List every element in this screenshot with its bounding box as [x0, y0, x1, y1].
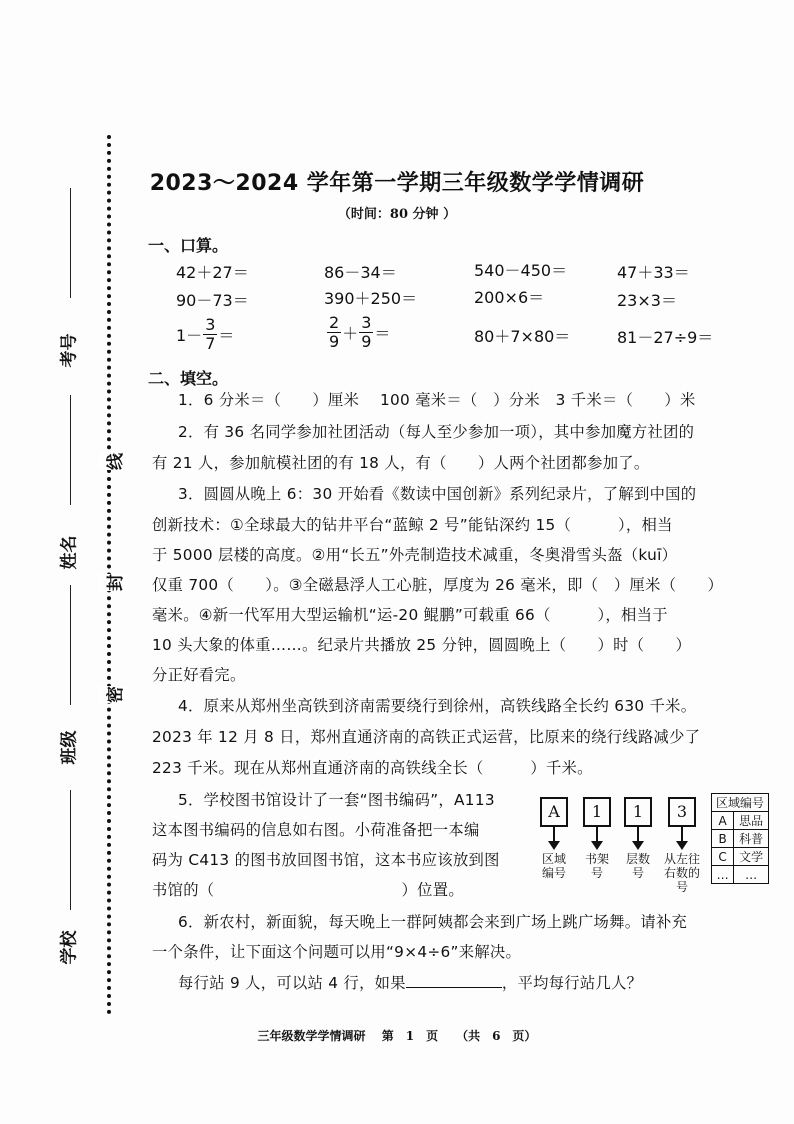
question-6-condition: [178, 971, 642, 993]
calc-item: 200×6＝: [474, 288, 545, 307]
calc-item: 90－73＝: [176, 291, 249, 310]
arrow-down-icon: [632, 841, 644, 850]
numerator: 3: [205, 315, 216, 334]
region-code-table: [711, 793, 769, 884]
code-label-shelf: 书架号: [584, 852, 609, 880]
plus-sign: ＋: [342, 324, 359, 343]
table-header-row: [712, 794, 769, 812]
question-6-text-a: 每行站 9 人，可以站 4 行，如果: [178, 974, 406, 992]
code-box-region: A: [540, 797, 568, 827]
arrow-down-icon: [676, 841, 688, 850]
section2-heading: 二、填空。: [148, 369, 229, 388]
code-box-position: 3: [668, 797, 696, 827]
question-3-line: 创新技术：①全球最大的钻井平台“蓝鲸 2 号”能钻深约 15（ ），相当: [152, 516, 673, 534]
table-cell: C: [712, 848, 734, 866]
code-label-layer: 层数号: [625, 852, 650, 880]
table-cell: 思品: [734, 812, 769, 830]
calc-fraction-item-a: [176, 316, 234, 353]
table-header: 区域编号: [712, 794, 769, 812]
equals-sign: ＝: [374, 324, 391, 343]
page-footer: 三年级数学学情调研 第 1 页 （共 6 页）: [257, 1029, 537, 1043]
calc-item: 390＋250＝: [324, 289, 418, 308]
fraction-prefix: 1－: [176, 326, 203, 345]
class-label: 班级: [59, 730, 80, 765]
exam-time: （时间：80 分钟 ）: [337, 207, 457, 222]
code-label-region: 区域编号: [541, 852, 566, 880]
numerator: 2: [329, 313, 340, 332]
question-6-line: 一个条件，让下面这个问题可以用“9×4÷6”来解决。: [152, 943, 522, 961]
answer-blank[interactable]: [406, 973, 502, 988]
table-cell: …: [734, 866, 769, 884]
school-label: 学校: [59, 930, 80, 965]
arrow-down-icon: [591, 841, 603, 850]
calc-item: 23×3＝: [617, 291, 677, 310]
arrow-down-icon: [548, 841, 560, 850]
question-5-line: 码为 C413 的图书放回图书馆，这本书应该放到图: [152, 851, 500, 869]
page-title: 2023～2024 学年第一学期三年级数学学情调研: [149, 171, 645, 196]
table-cell: 科普: [734, 830, 769, 848]
seal-secret-char: 密: [99, 686, 128, 703]
section1-heading: 一、口算。: [148, 236, 229, 255]
calc-item: 540－450＝: [474, 261, 568, 280]
question-3-line: 分正好看完。: [152, 666, 246, 684]
calc-item: 42＋27＝: [176, 263, 249, 282]
table-cell: …: [712, 866, 734, 884]
seal-line-char: 线: [99, 453, 128, 470]
table-cell: A: [712, 812, 734, 830]
exam-no-label: 考号: [59, 333, 80, 368]
question-3-line: 毫米。④新一代军用大型运输机“运-20 鲲鹏”可载重 66（ ），相当于: [152, 606, 668, 624]
code-box-layer: 1: [624, 797, 652, 827]
denominator: 7: [205, 334, 216, 353]
table-row: [712, 866, 769, 884]
code-box-shelf: 1: [583, 797, 611, 827]
calc-item: 47＋33＝: [617, 263, 690, 282]
numerator: 3: [361, 313, 372, 332]
question-3-line: 10 头大象的体重……。纪录片共播放 25 分钟，圆圆晚上（ ）时（ ）: [152, 636, 692, 654]
question-4-line: 2023 年 12 月 8 日，郑州直通济南的高铁正式运营，比原来的绕行线路减少了: [152, 728, 701, 746]
fraction: [203, 316, 217, 353]
calc-item: 80＋7×80＝: [474, 327, 571, 346]
question-1: 1．6 分米＝（ ）厘米 100 毫米＝（ ）分米 3 千米＝（ ）米: [178, 391, 696, 409]
question-5-line: 这本图书编码的信息如右图。小荷准备把一本编: [152, 821, 480, 839]
question-6-line: 6．新农村，新面貌，每天晚上一群阿姨都会来到广场上跳广场舞。请补充: [178, 913, 688, 931]
school-fill-line: [70, 790, 71, 910]
question-6-text-b: ，平均每行站几人？: [501, 974, 643, 992]
question-3-line: 于 5000 层楼的高度。②用“长五”外壳制造技术减重，冬奥滑雪头盔（kuī）: [152, 546, 678, 564]
question-2-line: 2．有 36 名同学参加社团活动（每人至少参加一项），其中参加魔方社团的: [178, 423, 695, 441]
seal-seal-char: 封: [99, 574, 128, 591]
question-5-line: 5．学校图书馆设计了一套“图书编码”，A113: [178, 791, 495, 809]
fraction: [359, 314, 373, 351]
code-label-position: 从左往右数的号: [663, 852, 700, 894]
calc-item: 86－34＝: [324, 263, 397, 282]
calc-item: 81－27÷9＝: [617, 328, 714, 347]
question-5-line: 书馆的（ ）位置。: [152, 881, 464, 899]
equals-sign: ＝: [218, 326, 235, 345]
table-cell: B: [712, 830, 734, 848]
class-fill-line: [70, 585, 71, 705]
table-row: [712, 830, 769, 848]
question-3-line: 仅重 700（ ）。③全磁悬浮人工心脏，厚度为 26 毫米，即（ ）厘米（ ）: [152, 576, 724, 594]
table-cell: 文学: [734, 848, 769, 866]
table-row: [712, 812, 769, 830]
question-4-line: 4．原来从郑州坐高铁到济南需要绕行到徐州，高铁线路全长约 630 千米。: [178, 697, 697, 715]
question-2-line: 有 21 人，参加航模社团的有 18 人，有（ ）人两个社团都参加了。: [152, 454, 650, 472]
denominator: 9: [329, 332, 340, 351]
name-fill-line: [70, 395, 71, 505]
question-3-line: 3．圆圆从晚上 6：30 开始看《数读中国创新》系列纪录片，了解到中国的: [178, 485, 697, 503]
denominator: 9: [361, 332, 372, 351]
name-label: 姓名: [59, 535, 80, 570]
fraction: [327, 314, 341, 351]
table-row: [712, 848, 769, 866]
calc-fraction-item-b: [326, 314, 390, 351]
question-4-line: 223 千米。现在从郑州直通济南的高铁线全长（ ）千米。: [152, 759, 593, 777]
